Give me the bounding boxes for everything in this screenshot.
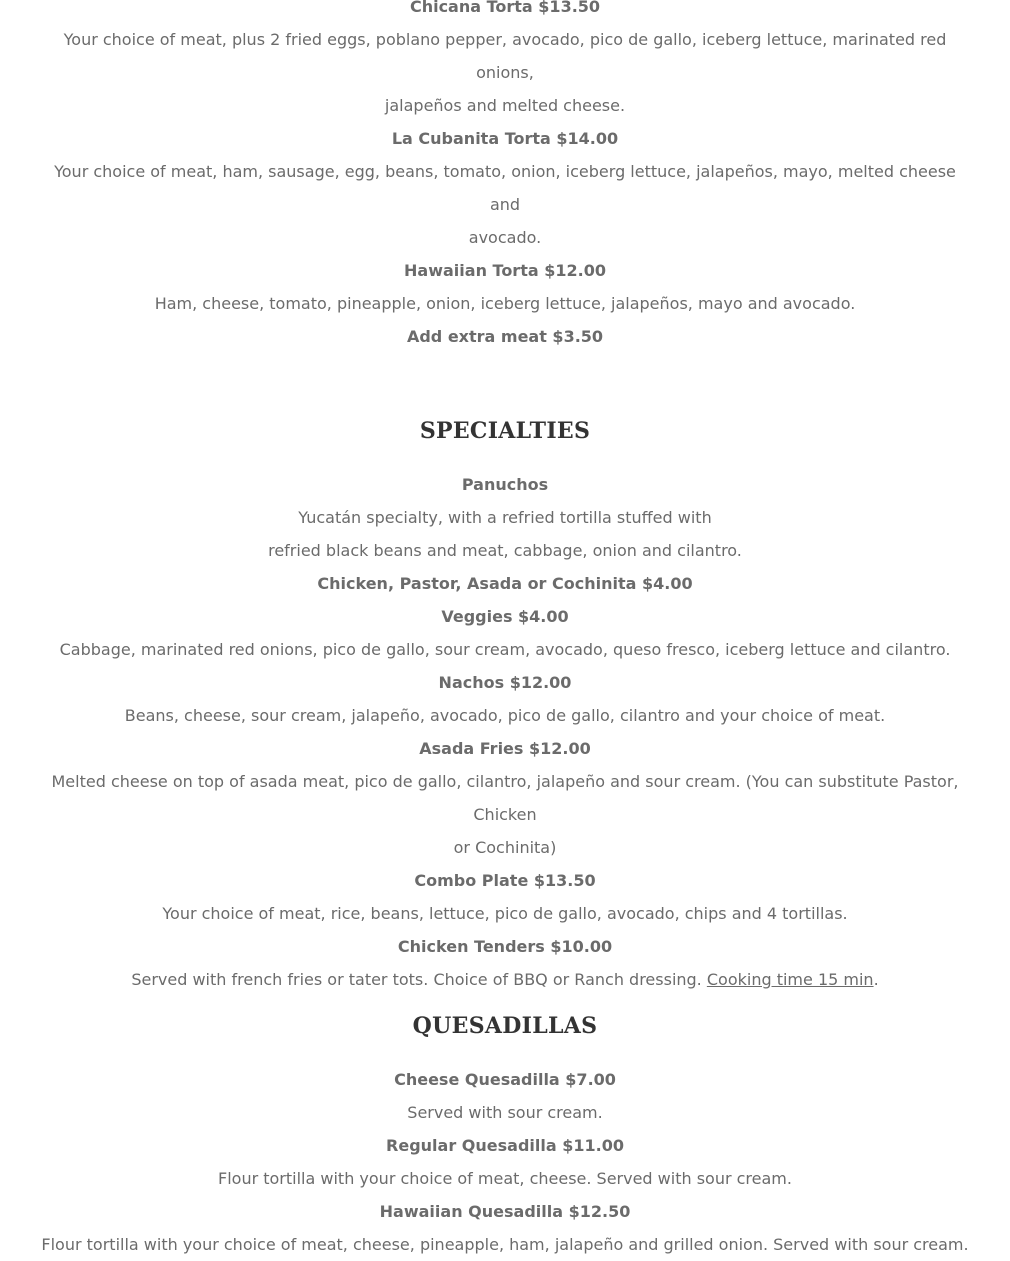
specialties-section <box>0 415 1010 996</box>
menu-item-title: Hawaiian Torta $12.00 <box>404 261 606 280</box>
menu-item-description: Ham, cheese, tomato, pineapple, onion, iceberg lettuce, jalapeños, mayo and avocado. <box>154 294 856 313</box>
cooking-time-link[interactable]: Cooking time 15 min <box>706 970 874 989</box>
menu-item-description: Beans, cheese, sour cream, jalapeño, avocado, pico de gallo, cilantro and your choice of meat. <box>124 706 886 725</box>
section-spacer <box>0 996 1010 1010</box>
menu-item-title: Panuchos <box>461 475 549 494</box>
menu-item-description: Your choice of meat, rice, beans, lettuce, pico de gallo, avocado, chips and 4 tortillas. <box>162 904 848 923</box>
menu-item-title: Nachos $12.00 <box>438 673 572 692</box>
menu-item-title: Cheese Quesadilla $7.00 <box>394 1070 616 1089</box>
menu-item-title: Hawaiian Quesadilla $12.50 <box>379 1202 631 1221</box>
section-heading-quesadillas: QUESADILLAS <box>412 1013 598 1039</box>
tortas-section <box>0 0 1010 353</box>
add-extra-meat-note: Add extra meat $3.50 <box>406 327 604 346</box>
menu-item-description: jalapeños and melted cheese. <box>384 96 626 115</box>
menu-item-option: Chicken, Pastor, Asada or Cochinita $4.00 <box>317 574 693 593</box>
description-text: . <box>873 970 879 989</box>
menu-item-description: Flour tortilla with your choice of meat, cheese, pineapple, ham, jalapeño and grilled onion. Served with sour cream. <box>41 1235 969 1254</box>
menu-item-description: Your choice of meat, plus 2 fried eggs, poblano pepper, avocado, pico de gallo, iceberg lettuce, marinated red onions, <box>63 30 947 82</box>
menu-item-description: Cabbage, marinated red onions, pico de gallo, sour cream, avocado, queso fresco, iceberg lettuce and cilantro. <box>59 640 951 659</box>
menu-item-title: Combo Plate $13.50 <box>414 871 596 890</box>
menu-item-title: Veggies $4.00 <box>441 607 569 626</box>
menu-item-description: refried black beans and meat, cabbage, onion and cilantro. <box>268 541 742 560</box>
menu-item-title: Regular Quesadilla $11.00 <box>386 1136 624 1155</box>
menu-item-description: Yucatán specialty, with a refried tortilla stuffed with <box>298 508 712 527</box>
section-spacer <box>0 353 1010 415</box>
menu-item-title: Chicana Torta $13.50 <box>409 0 601 16</box>
menu-item-description: Flour tortilla with your choice of meat, cheese. Served with sour cream. <box>218 1169 792 1188</box>
menu-item-title: Chicken Tenders $10.00 <box>397 937 613 956</box>
description-text: Served with french fries or tater tots. Choice of BBQ or Ranch dressing. <box>131 970 707 989</box>
heading-spacer <box>0 448 1010 468</box>
heading-spacer <box>0 1043 1010 1063</box>
menu-item-description <box>0 963 1010 996</box>
menu-item-description: Melted cheese on top of asada meat, pico de gallo, cilantro, jalapeño and sour cream. (You can substitute Pastor, Chicken <box>51 772 959 824</box>
menu-item-description: avocado. <box>468 228 542 247</box>
menu-item-description: Your choice of meat, ham, sausage, egg, beans, tomato, onion, iceberg lettuce, jalapeños, mayo, melted cheese and <box>54 162 956 214</box>
menu-item-description: Served with sour cream. <box>407 1103 603 1122</box>
section-heading-specialties: SPECIALTIES <box>419 418 591 444</box>
menu-item-title: La Cubanita Torta $14.00 <box>391 129 619 148</box>
menu-item-description: or Cochinita) <box>453 838 557 857</box>
menu-item-title: Asada Fries $12.00 <box>419 739 591 758</box>
quesadillas-section <box>0 1010 1010 1261</box>
